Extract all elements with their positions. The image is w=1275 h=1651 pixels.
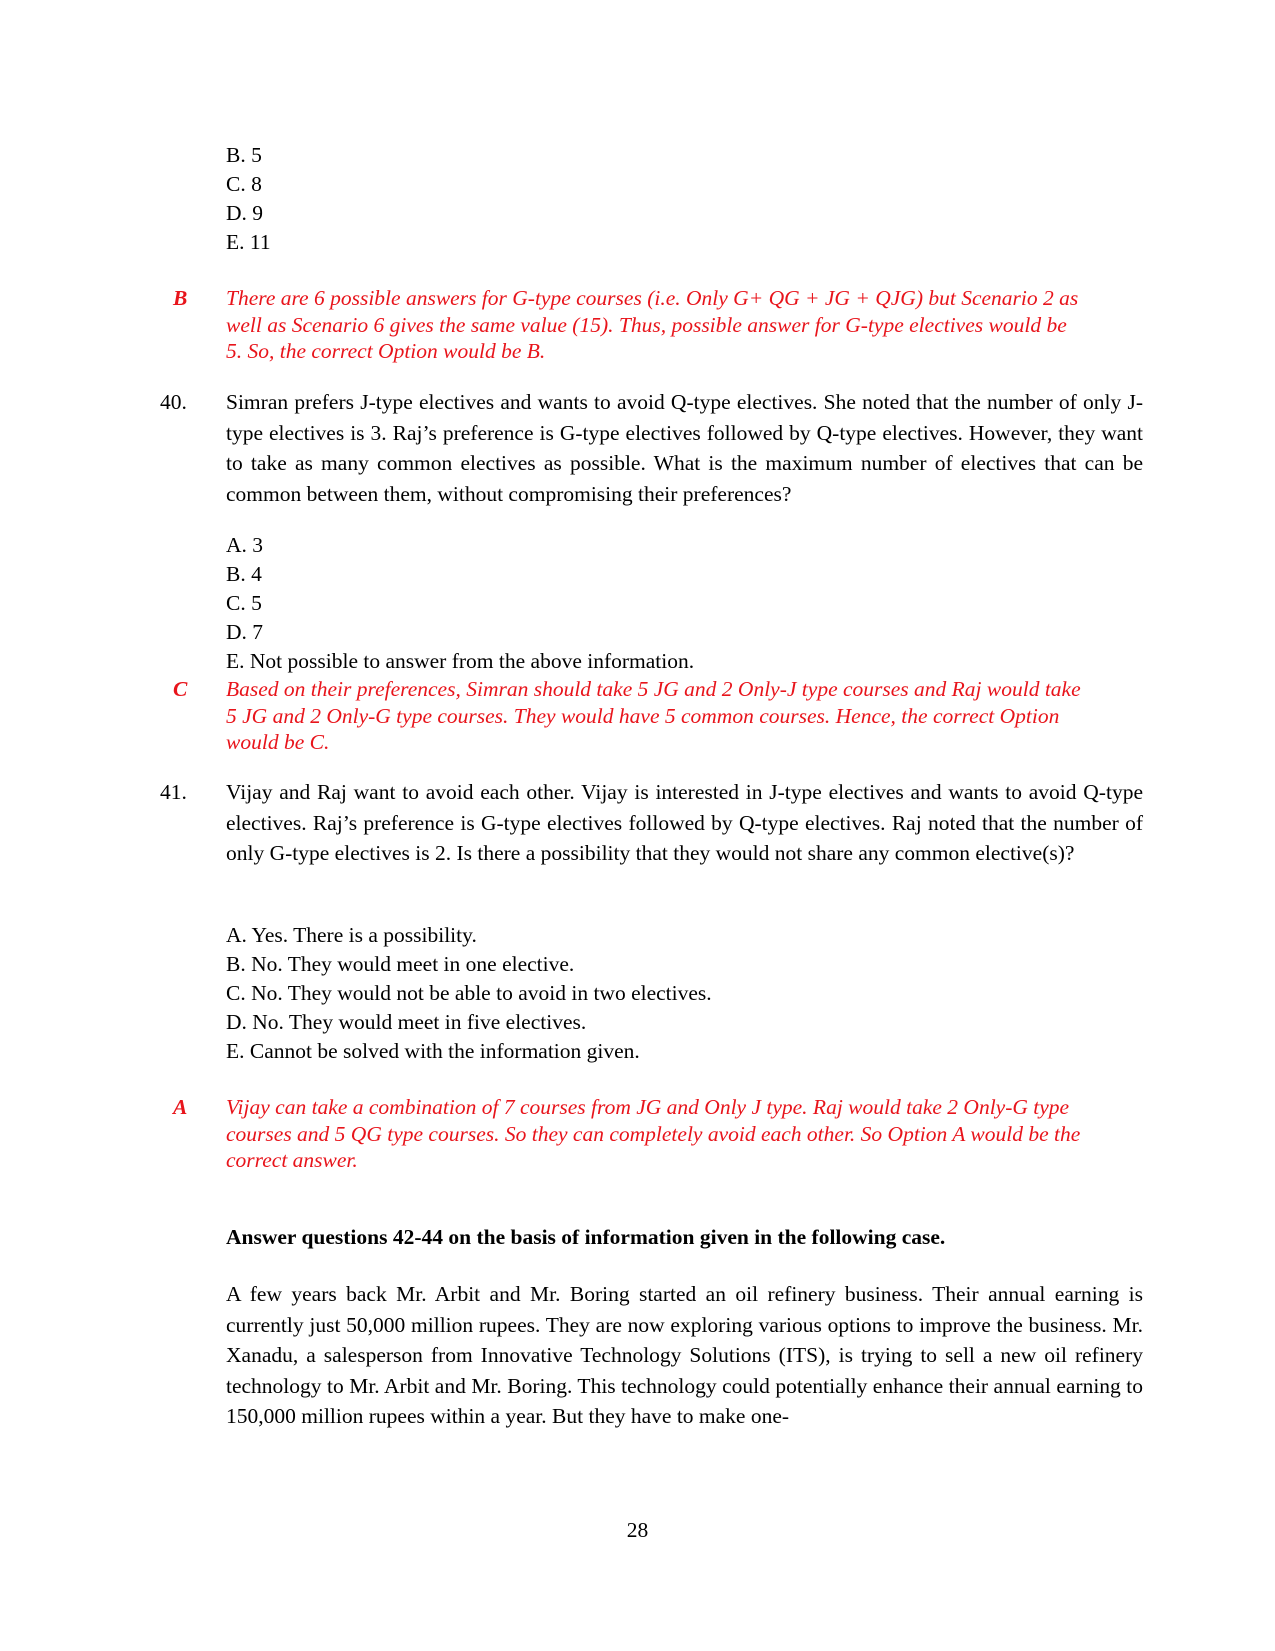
q40-option-d: D. 7 [226,620,264,644]
explanation-line: 5 JG and 2 Only-G type courses. They would have 5 common courses. Hence, the correct Option [226,703,1060,728]
explanation-line: well as Scenario 6 gives the same value (15). Thus, possible answer for G-type electives would be [226,312,1067,337]
prev-option-b: B. 5 [226,143,262,167]
q40-option-b: B. 4 [226,562,262,586]
page-number: 28 [626,1518,649,1542]
explanation-line: correct answer. [226,1148,358,1172]
prev-answer-letter: B [173,286,188,310]
explanation-line: would be C. [226,730,330,754]
q40-answer-explanation [226,676,1146,756]
explanation-line: Based on their preferences, Simran should take 5 JG and 2 Only-J type courses and Raj would take [226,677,1081,701]
q40-option-c: C. 5 [226,591,262,615]
prev-answer-explanation [226,285,1146,365]
q41-option-c: C. No. They would not be able to avoid in two electives. [226,981,712,1005]
q41-answer-explanation [226,1094,1146,1174]
explanation-line: 5. So, the correct Option would be B. [226,339,546,363]
q41-option-a: A. Yes. There is a possibility. [226,923,477,947]
explanation-line: courses and 5 QG type courses. So they can completely avoid each other. So Option A would be the [226,1121,1081,1146]
q41-answer-letter: A [173,1095,188,1119]
explanation-line: Vijay can take a combination of 7 courses from JG and Only J type. Raj would take 2 Only-G type [226,1095,1070,1119]
question-40-text: Simran prefers J-type electives and wants to avoid Q-type electives. She noted that the number of only J-type electives is 3. Raj’s preference is G-type electives followed by Q-type electives. However, they want to take as many common electives as possible. What is the maximum number of electives that can be common between them, without compromising their preferences? [226,390,1143,506]
question-41-text: Vijay and Raj want to avoid each other. Vijay is interested in J-type electives and wants to avoid Q-type electives. Raj’s preference is G-type electives followed by Q-type electives. Raj noted that the number of only G-type electives is 2. Is there a possibility that they would not share any common elective(s)? [226,780,1143,865]
question-number-40: 40. [160,390,187,414]
q41-option-e: E. Cannot be solved with the information given. [226,1039,640,1063]
q40-answer-letter: C [173,677,188,701]
q40-option-a: A. 3 [226,533,264,557]
case-text: A few years back Mr. Arbit and Mr. Boring started an oil refinery business. Their annual earning is currently just 50,000 million rupees. They are now exploring various options to improve the business. Mr. Xanadu, a salesperson from Innovative Technology Solutions (ITS), is trying to sell a new oil refinery technology to Mr. Arbit and Mr. Boring. This technology could potentially enhance their annual earning to 150,000 million rupees within a year. But they have to make one- [226,1282,1143,1428]
prev-option-d: D. 9 [226,201,264,225]
prev-option-c: C. 8 [226,172,262,196]
explanation-line: There are 6 possible answers for G-type courses (i.e. Only G+ QG + JG + QJG) but Scenario 2 as [226,286,1079,310]
prev-option-e: E. 11 [226,230,271,254]
q41-option-b: B. No. They would meet in one elective. [226,952,575,976]
case-heading: Answer questions 42-44 on the basis of information given in the following case. [226,1225,946,1249]
question-number-41: 41. [160,780,187,804]
q41-option-d: D. No. They would meet in five electives. [226,1010,587,1034]
q40-option-e: E. Not possible to answer from the above information. [226,649,695,673]
